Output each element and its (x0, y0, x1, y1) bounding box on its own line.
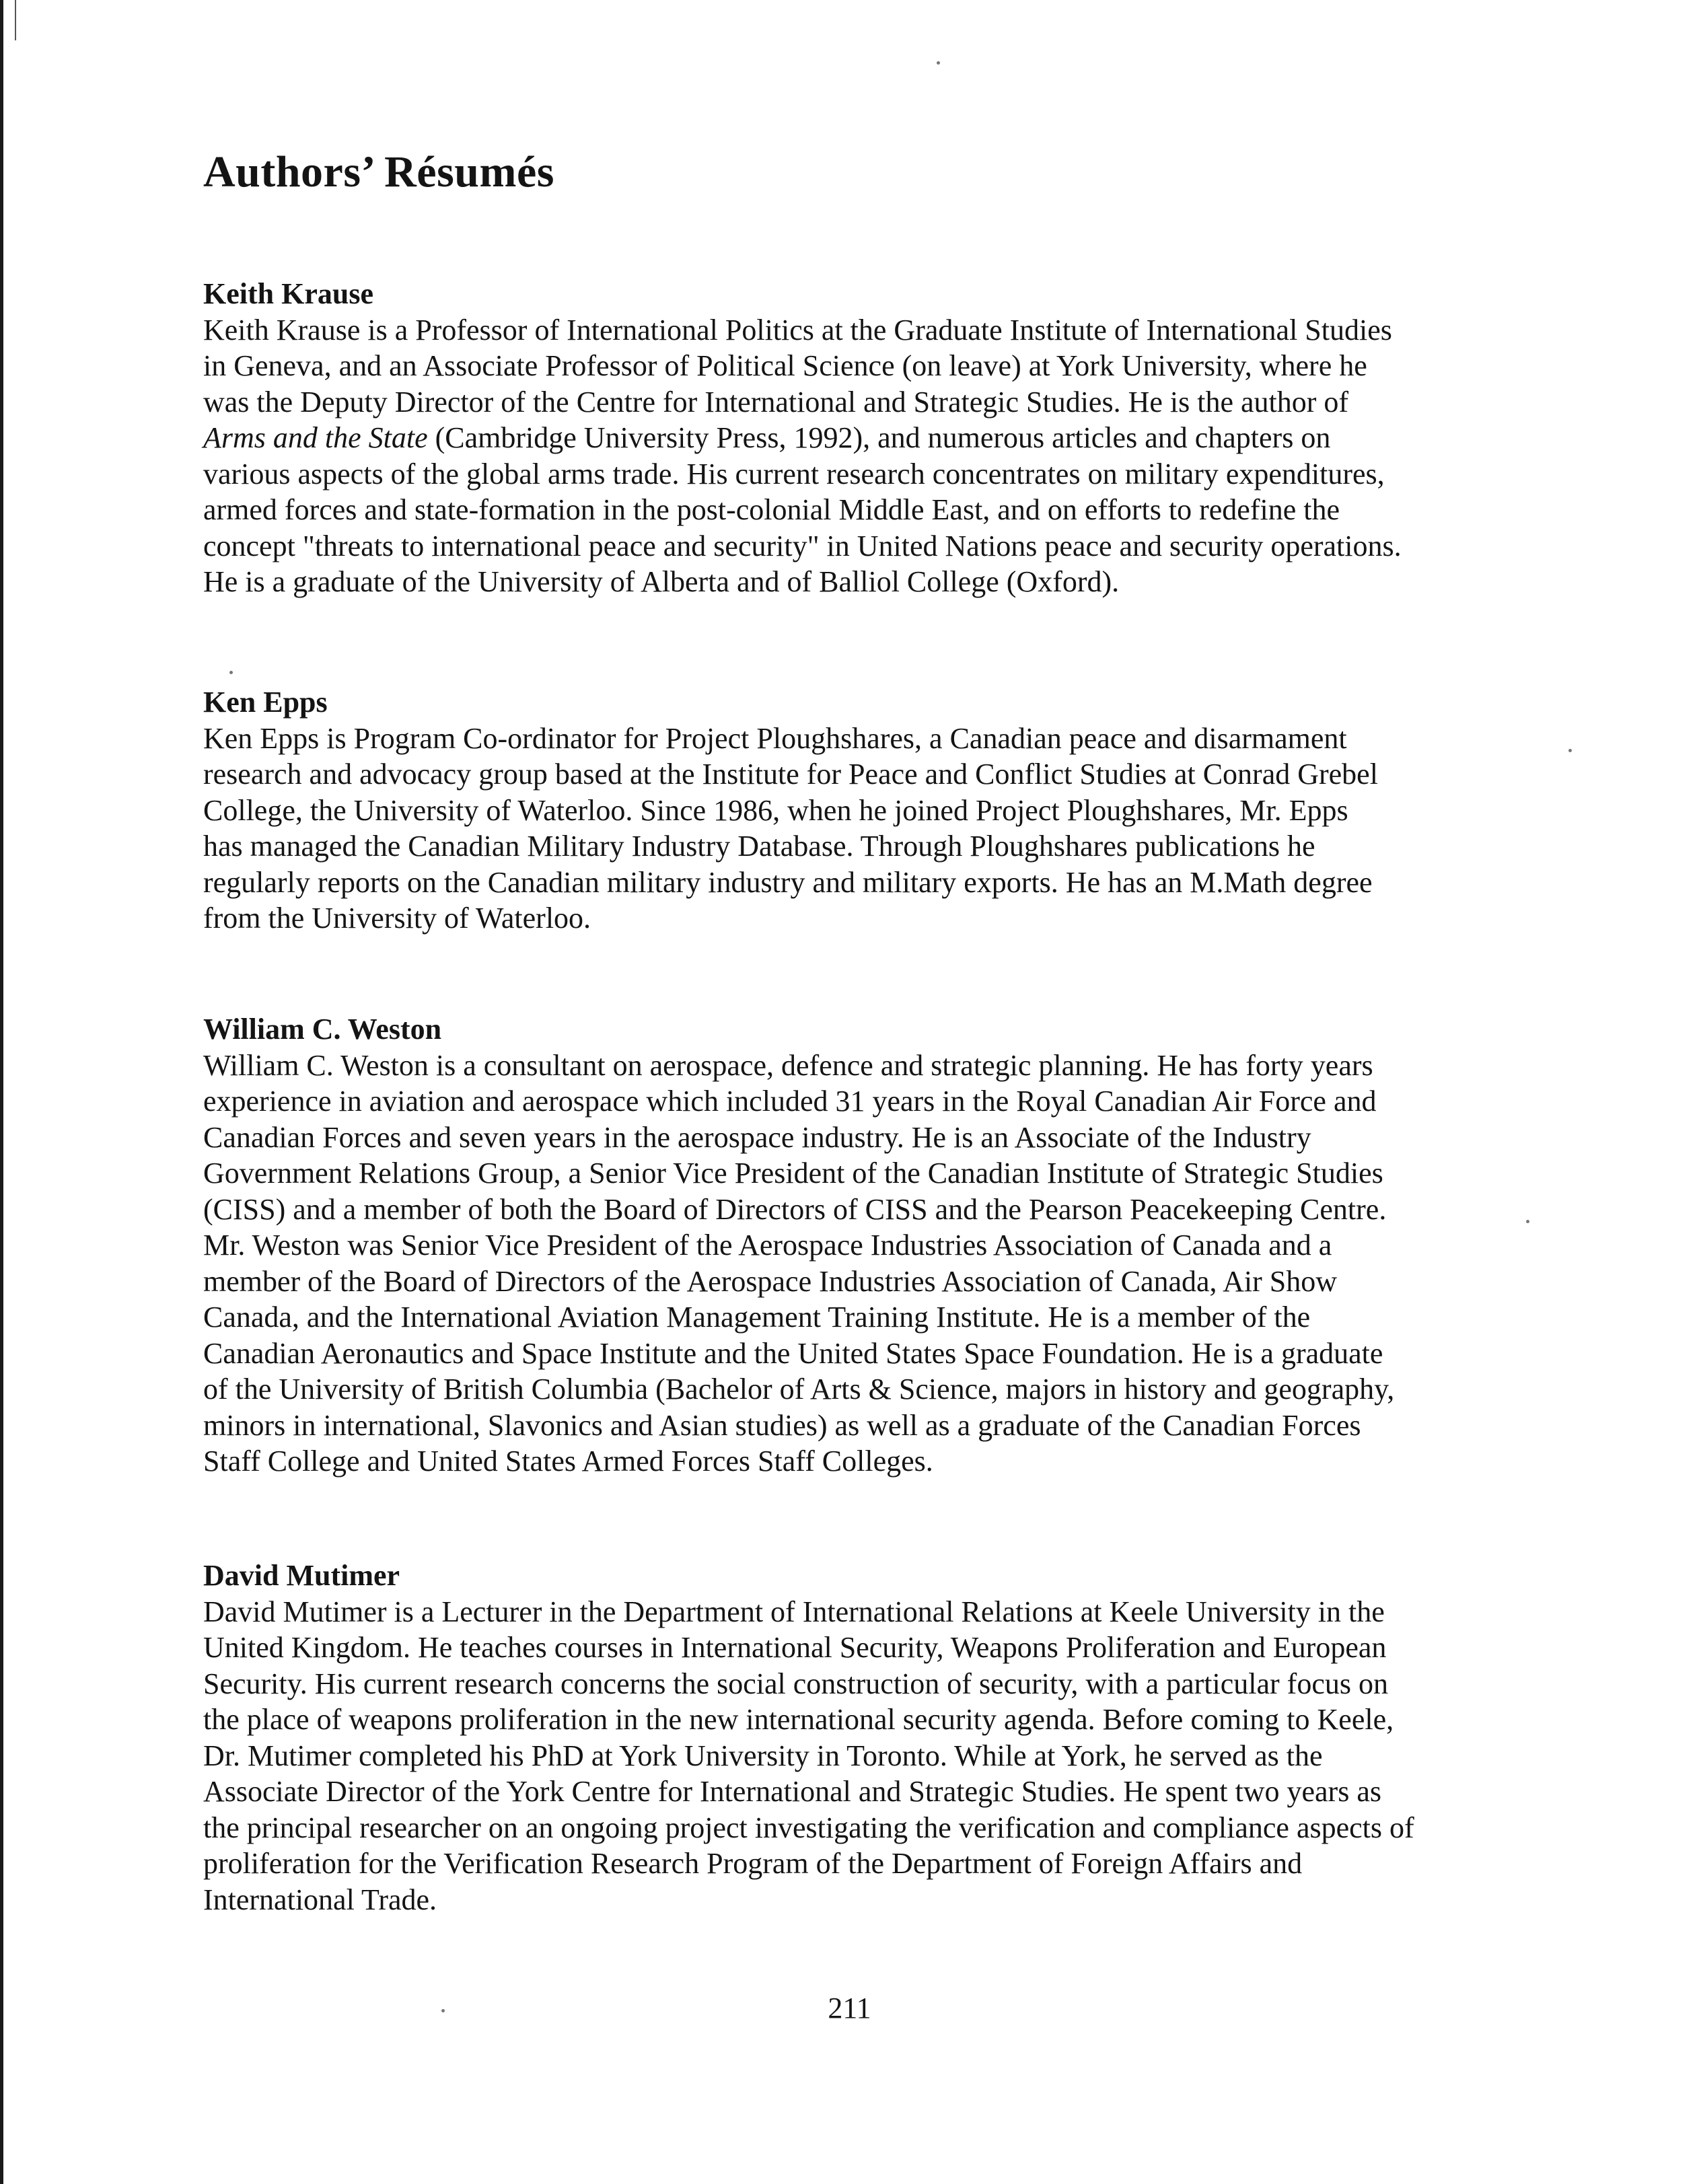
author-name: Keith Krause (203, 277, 373, 310)
book-title: Arms and the State (203, 421, 428, 454)
scan-speck (441, 2009, 445, 2012)
bio-line: in Geneva, and an Associate Professor of Political Science (on leave) at York University, where he (203, 349, 1367, 382)
bio-line: Mr. Weston was Senior Vice President of the Aerospace Industries Association of Canada and a (203, 1229, 1332, 1262)
author-name: David Mutimer (203, 1559, 400, 1592)
bio-line: William C. Weston is a consultant on aerospace, defence and strategic planning. He has forty years (203, 1048, 1373, 1082)
bio-line: research and advocacy group based at the Institute for Peace and Conflict Studies at Conrad Grebel (203, 758, 1378, 791)
bio-line: He is a graduate of the University of Alberta and of Balliol College (Oxford). (203, 565, 1120, 598)
bio-david-mutimer (203, 1558, 1535, 1918)
bio-line: (CISS) and a member of both the Board of Directors of CISS and the Pearson Peacekeeping Centre. (203, 1192, 1387, 1226)
bio-line: Staff College and United States Armed Forces Staff Colleges. (203, 1445, 933, 1478)
bio-line: Canadian Forces and seven years in the aerospace industry. He is an Associate of the Industry (203, 1120, 1311, 1154)
bio-line: Keith Krause is a Professor of International Politics at the Graduate Institute of International Studies (203, 313, 1392, 347)
bio-line: has managed the Canadian Military Industry Database. Through Ploughshares publications he (203, 830, 1315, 863)
bio-line: David Mutimer is a Lecturer in the Department of International Relations at Keele University in the (203, 1595, 1385, 1628)
bio-line: minors in international, Slavonics and Asian studies) as well as a graduate of the Canadian Forces (203, 1408, 1361, 1442)
bio-line: the principal researcher on an ongoing project investigating the verification and compliance aspects of (203, 1811, 1414, 1844)
author-biography (203, 1048, 1535, 1480)
bio-line: member of the Board of Directors of the Aerospace Industries Association of Canada, Air Show (203, 1264, 1338, 1298)
bio-line: of the University of British Columbia (Bachelor of Arts & Science, majors in history and geography, (203, 1373, 1395, 1406)
bio-line: various aspects of the global arms trade. His current research concentrates on military expenditures, (203, 457, 1385, 490)
bio-william-c-weston (203, 1011, 1535, 1480)
scan-edge-mark (15, 0, 16, 40)
bio-line: regularly reports on the Canadian military industry and military exports. He has an M.Math degree (203, 865, 1373, 899)
bio-line: Dr. Mutimer completed his PhD at York University in Toronto. While at York, he served as the (203, 1739, 1323, 1772)
bio-line (203, 420, 1535, 456)
bio-line: United Kingdom. He teaches courses in International Security, Weapons Proliferation and European (203, 1631, 1387, 1664)
scan-speck (1568, 749, 1572, 752)
author-biography (203, 721, 1535, 937)
bio-line: Government Relations Group, a Senior Vice President of the Canadian Institute of Strategic Studies (203, 1157, 1383, 1190)
author-biography (203, 1594, 1535, 1918)
author-name: Ken Epps (203, 686, 328, 719)
bio-line: Canadian Aeronautics and Space Institute and the United States Space Foundation. He is a graduate (203, 1336, 1383, 1370)
bio-keith-krause (203, 276, 1535, 600)
scan-edge (0, 0, 3, 2184)
bio-line: concept "threats to international peace and security" in United Nations peace and security operations. (203, 529, 1402, 562)
bio-line: the place of weapons proliferation in the new international security agenda. Before coming to Keele, (203, 1703, 1394, 1736)
bio-line: experience in aviation and aerospace which included 31 years in the Royal Canadian Air Force and (203, 1085, 1377, 1118)
bio-line: Security. His current research concerns the social construction of security, with a particular focus on (203, 1667, 1388, 1700)
bio-line: proliferation for the Verification Research Program of the Department of Foreign Affairs and (203, 1847, 1303, 1880)
bio-line: International Trade. (203, 1883, 437, 1916)
bio-line: was the Deputy Director of the Centre for International and Strategic Studies. He is the author of (203, 385, 1349, 418)
bio-line: Ken Epps is Program Co-ordinator for Project Ploughshares, a Canadian peace and disarmament (203, 721, 1347, 755)
bio-line: Canada, and the International Aviation Management Training Institute. He is a member of the (203, 1301, 1311, 1334)
scan-speck (937, 61, 940, 65)
bio-line: Associate Director of the York Centre for International and Strategic Studies. He spent two years as (203, 1775, 1381, 1808)
bio-line: armed forces and state-formation in the post-colonial Middle East, and on efforts to redefine the (203, 493, 1340, 526)
bio-line: College, the University of Waterloo. Since 1986, when he joined Project Ploughshares, Mr. Epps (203, 793, 1348, 827)
author-name: William C. Weston (203, 1013, 442, 1046)
scan-speck (229, 671, 233, 674)
scan-speck (1526, 1220, 1529, 1223)
page-number: 211 (828, 1992, 871, 2025)
bio-line: from the University of Waterloo. (203, 902, 591, 935)
bio-line-rest: (Cambridge University Press, 1992), and numerous articles and chapters on (427, 421, 1331, 454)
bio-ken-epps (203, 684, 1535, 937)
author-biography (203, 312, 1535, 600)
page-title: Authors’ Résumés (203, 147, 554, 196)
